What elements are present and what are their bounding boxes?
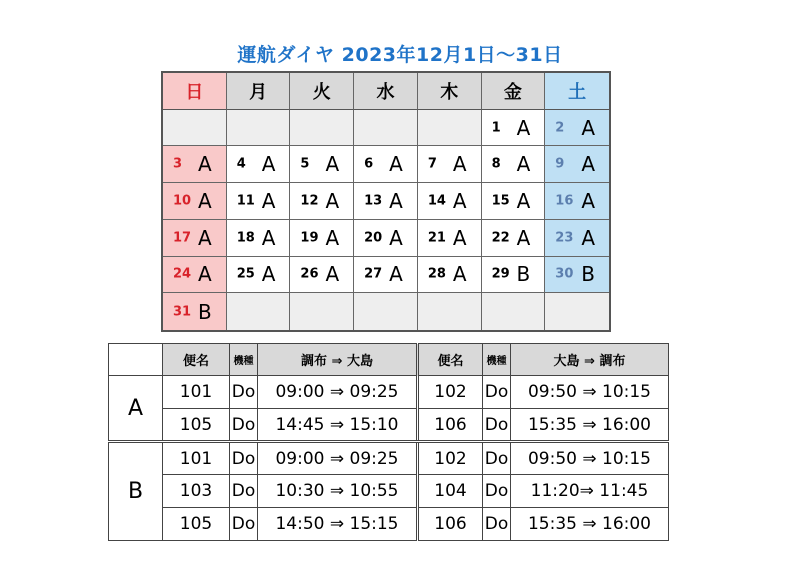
calendar-day-cell bbox=[545, 146, 609, 183]
weekday-header-5: 金 bbox=[482, 73, 546, 110]
calendar-day-cell bbox=[418, 257, 482, 294]
calendar-day-cell bbox=[163, 146, 227, 183]
calendar-day-cell bbox=[418, 220, 482, 257]
day-number: 28 bbox=[427, 266, 446, 282]
calendar-day-cell bbox=[227, 220, 291, 257]
schedule-code: A bbox=[198, 188, 212, 213]
aircraft-type: Do bbox=[483, 475, 511, 508]
day-number: 16 bbox=[555, 193, 574, 209]
aircraft-type: Do bbox=[483, 376, 511, 409]
schedule-code: A bbox=[516, 115, 531, 140]
day-number: 26 bbox=[300, 266, 319, 282]
schedule-code: B bbox=[516, 262, 531, 287]
calendar-empty-cell bbox=[290, 110, 354, 147]
aircraft-type: Do bbox=[230, 442, 258, 475]
day-number: 25 bbox=[236, 266, 255, 282]
calendar-day-cell bbox=[227, 146, 291, 183]
flight-no-header: 便名 bbox=[163, 344, 230, 376]
schedule-code: B bbox=[581, 262, 595, 287]
day-number: 24 bbox=[173, 266, 192, 282]
departure-arrival-time: 15:35 ⇒ 16:00 bbox=[511, 508, 669, 541]
flight-number: 102 bbox=[418, 376, 483, 409]
schedule-group-label: A bbox=[109, 376, 163, 442]
calendar-grid bbox=[163, 73, 609, 330]
aircraft-header: 機種 bbox=[230, 344, 258, 376]
calendar-day-cell bbox=[418, 183, 482, 220]
schedule-code: A bbox=[452, 152, 467, 177]
weekday-header-6: 土 bbox=[545, 73, 609, 110]
calendar bbox=[161, 71, 611, 332]
aircraft-header-return: 機種 bbox=[483, 344, 511, 376]
day-number: 8 bbox=[491, 156, 501, 172]
calendar-day-cell bbox=[354, 146, 418, 183]
weekday-header-4: 木 bbox=[418, 73, 482, 110]
departure-arrival-time: 14:50 ⇒ 15:15 bbox=[258, 508, 418, 541]
calendar-day-cell bbox=[290, 146, 354, 183]
timetable-header-row bbox=[109, 344, 669, 376]
weekday-header-0: 日 bbox=[163, 73, 227, 110]
day-number: 1 bbox=[491, 120, 501, 136]
departure-arrival-time: 11:20⇒ 11:45 bbox=[511, 475, 669, 508]
flight-number: 105 bbox=[163, 409, 230, 442]
schedule-code: A bbox=[581, 188, 595, 213]
calendar-empty-cell bbox=[418, 110, 482, 147]
flight-number: 102 bbox=[418, 442, 483, 475]
day-number: 2 bbox=[555, 120, 565, 136]
day-number: 18 bbox=[236, 230, 255, 246]
schedule-code: A bbox=[325, 152, 340, 177]
flight-number: 104 bbox=[418, 475, 483, 508]
day-number: 19 bbox=[300, 230, 319, 246]
aircraft-type: Do bbox=[230, 508, 258, 541]
calendar-day-cell bbox=[163, 293, 227, 330]
day-number: 5 bbox=[300, 156, 310, 172]
schedule-code: A bbox=[389, 188, 403, 213]
schedule-code: B bbox=[197, 299, 212, 324]
flight-number: 101 bbox=[163, 442, 230, 475]
flight-number: 105 bbox=[163, 508, 230, 541]
aircraft-type: Do bbox=[230, 475, 258, 508]
schedule-code: A bbox=[581, 225, 595, 250]
calendar-day-cell bbox=[482, 183, 546, 220]
day-number: 31 bbox=[173, 304, 192, 320]
timetable-corner-cell bbox=[109, 344, 163, 376]
schedule-code: A bbox=[581, 152, 595, 177]
calendar-day-cell bbox=[354, 220, 418, 257]
departure-arrival-time: 09:50 ⇒ 10:15 bbox=[511, 376, 669, 409]
schedule-code: A bbox=[198, 225, 212, 250]
day-number: 12 bbox=[300, 193, 319, 209]
departure-arrival-time: 09:00 ⇒ 09:25 bbox=[258, 442, 418, 475]
departure-arrival-time: 09:00 ⇒ 09:25 bbox=[258, 376, 418, 409]
page-title: 運航ダイヤ 2023年12月1日～31日 bbox=[237, 44, 563, 66]
calendar-day-cell bbox=[354, 183, 418, 220]
weekday-header-3: 水 bbox=[354, 73, 418, 110]
calendar-empty-cell bbox=[418, 293, 482, 330]
schedule-code: A bbox=[261, 262, 276, 287]
aircraft-type: Do bbox=[230, 409, 258, 442]
calendar-day-cell bbox=[482, 110, 546, 147]
day-number: 9 bbox=[555, 156, 565, 172]
schedule-code: A bbox=[198, 262, 212, 287]
day-number: 20 bbox=[364, 230, 383, 246]
departure-arrival-time: 10:30 ⇒ 10:55 bbox=[258, 475, 418, 508]
schedule-code: A bbox=[325, 262, 340, 287]
calendar-empty-cell bbox=[290, 293, 354, 330]
aircraft-type: Do bbox=[483, 442, 511, 475]
schedule-code: A bbox=[452, 225, 467, 250]
day-number: 27 bbox=[364, 266, 383, 282]
day-number: 14 bbox=[427, 193, 446, 209]
calendar-day-cell bbox=[545, 220, 609, 257]
schedule-code: A bbox=[452, 188, 467, 213]
day-number: 10 bbox=[173, 193, 192, 209]
calendar-empty-cell bbox=[545, 293, 609, 330]
day-number: 3 bbox=[173, 156, 183, 172]
schedule-code: A bbox=[325, 225, 340, 250]
calendar-day-cell bbox=[354, 257, 418, 294]
day-number: 4 bbox=[236, 156, 246, 172]
day-number: 29 bbox=[491, 266, 510, 282]
calendar-day-cell bbox=[163, 220, 227, 257]
day-number: 15 bbox=[491, 193, 510, 209]
departure-arrival-time: 15:35 ⇒ 16:00 bbox=[511, 409, 669, 442]
departure-arrival-time: 09:50 ⇒ 10:15 bbox=[511, 442, 669, 475]
day-number: 22 bbox=[491, 230, 510, 246]
timetable bbox=[108, 343, 669, 541]
timetable-row bbox=[109, 442, 669, 475]
calendar-empty-cell bbox=[354, 110, 418, 147]
day-number: 7 bbox=[427, 156, 437, 172]
calendar-day-cell bbox=[163, 257, 227, 294]
calendar-day-cell bbox=[545, 183, 609, 220]
schedule-code: A bbox=[198, 152, 212, 177]
schedule-code: A bbox=[261, 152, 276, 177]
calendar-day-cell bbox=[545, 110, 609, 147]
schedule-code: A bbox=[581, 115, 595, 140]
flight-number: 101 bbox=[163, 376, 230, 409]
schedule-group-label: B bbox=[109, 442, 163, 541]
flight-number: 106 bbox=[418, 409, 483, 442]
calendar-day-cell bbox=[418, 146, 482, 183]
flight-number: 106 bbox=[418, 508, 483, 541]
schedule-code: A bbox=[389, 152, 403, 177]
schedule-code: A bbox=[261, 188, 276, 213]
route-out-header: 調布 ⇒ 大島 bbox=[258, 344, 418, 376]
calendar-day-cell bbox=[482, 257, 546, 294]
flight-no-header-return: 便名 bbox=[418, 344, 483, 376]
calendar-day-cell bbox=[482, 146, 546, 183]
departure-arrival-time: 14:45 ⇒ 15:10 bbox=[258, 409, 418, 442]
day-number: 17 bbox=[173, 230, 192, 246]
calendar-day-cell bbox=[163, 183, 227, 220]
calendar-day-cell bbox=[227, 257, 291, 294]
calendar-empty-cell bbox=[354, 293, 418, 330]
calendar-empty-cell bbox=[227, 293, 291, 330]
day-number: 6 bbox=[364, 156, 374, 172]
timetable-row bbox=[109, 376, 669, 409]
schedule-code: A bbox=[452, 262, 467, 287]
schedule-code: A bbox=[389, 225, 403, 250]
calendar-day-cell bbox=[290, 257, 354, 294]
day-number: 13 bbox=[364, 193, 383, 209]
calendar-empty-cell bbox=[482, 293, 546, 330]
timetable-row bbox=[109, 508, 669, 541]
schedule-code: A bbox=[516, 188, 531, 213]
weekday-header-1: 月 bbox=[227, 73, 291, 110]
calendar-empty-cell bbox=[163, 110, 227, 147]
aircraft-type: Do bbox=[483, 409, 511, 442]
day-number: 21 bbox=[427, 230, 446, 246]
calendar-day-cell bbox=[545, 257, 609, 294]
schedule-code: A bbox=[389, 262, 403, 287]
calendar-day-cell bbox=[482, 220, 546, 257]
schedule-code: A bbox=[516, 152, 531, 177]
aircraft-type: Do bbox=[230, 376, 258, 409]
schedule-code: A bbox=[261, 225, 276, 250]
calendar-day-cell bbox=[227, 183, 291, 220]
calendar-day-cell bbox=[290, 183, 354, 220]
aircraft-type: Do bbox=[483, 508, 511, 541]
day-number: 30 bbox=[555, 266, 574, 282]
day-number: 11 bbox=[236, 193, 255, 209]
schedule-code: A bbox=[516, 225, 531, 250]
timetable-row bbox=[109, 409, 669, 442]
timetable-row bbox=[109, 475, 669, 508]
schedule-code: A bbox=[325, 188, 340, 213]
day-number: 23 bbox=[555, 230, 574, 246]
flight-number: 103 bbox=[163, 475, 230, 508]
calendar-empty-cell bbox=[227, 110, 291, 147]
route-back-header: 大島 ⇒ 調布 bbox=[511, 344, 669, 376]
weekday-header-2: 火 bbox=[290, 73, 354, 110]
calendar-day-cell bbox=[290, 220, 354, 257]
